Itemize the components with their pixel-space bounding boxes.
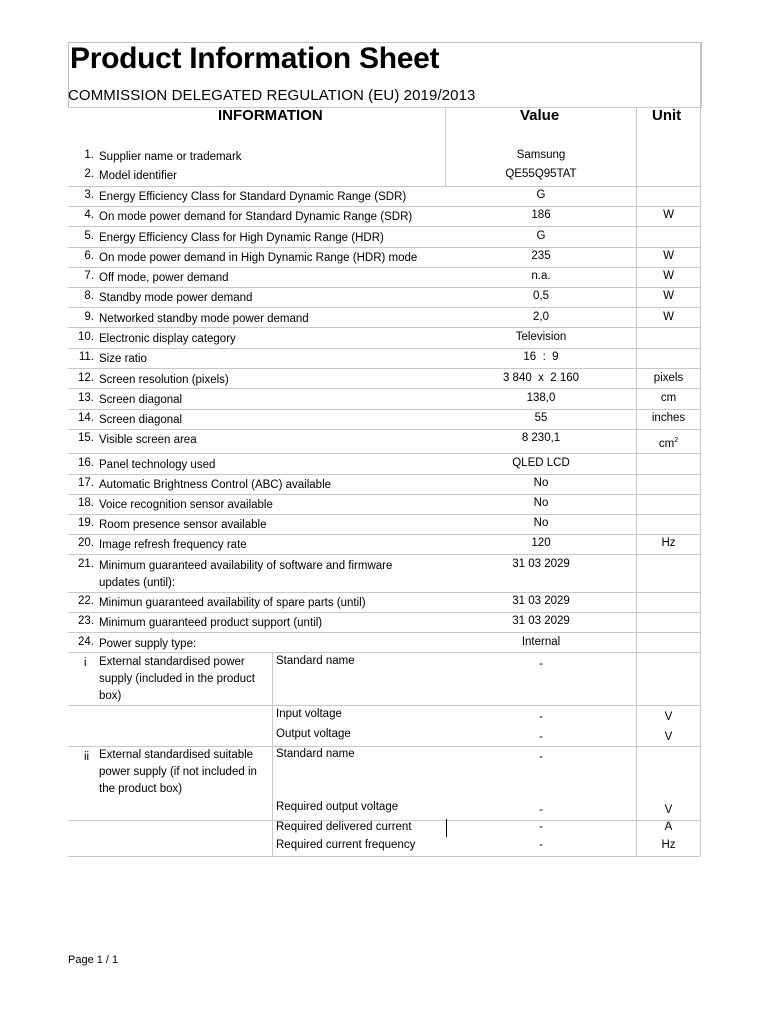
psu-ii-label: External standardised suitable power supply (if not included in the product box)	[99, 749, 257, 795]
psu-ii-standard-name: Standard name	[276, 748, 355, 760]
psu-i-output-voltage: Output voltage	[276, 728, 351, 740]
psu-ii-required-output-voltage: Required output voltage	[276, 801, 399, 813]
psu-i-standard-name: Standard name	[276, 655, 355, 667]
page-title: Product Information Sheet	[70, 42, 440, 75]
psu-i-input-voltage: Input voltage	[276, 708, 342, 720]
psu-i-label: External standardised power supply (included in the product box)	[99, 656, 255, 702]
column-header-information: INFORMATION	[218, 107, 323, 124]
psu-ii-required-delivered-current: Required delivered current	[276, 821, 412, 833]
column-header-unit: Unit	[652, 107, 682, 124]
psu-ii-required-current-frequency: Required current frequency	[276, 839, 416, 851]
page-subtitle: COMMISSION DELEGATED REGULATION (EU) 2019/2013	[68, 87, 476, 104]
column-header-value: Value	[520, 107, 560, 124]
page-number: Page 1 / 1	[68, 954, 119, 966]
psu-i-index: i	[84, 657, 87, 669]
psu-ii-index: ii	[84, 751, 90, 763]
